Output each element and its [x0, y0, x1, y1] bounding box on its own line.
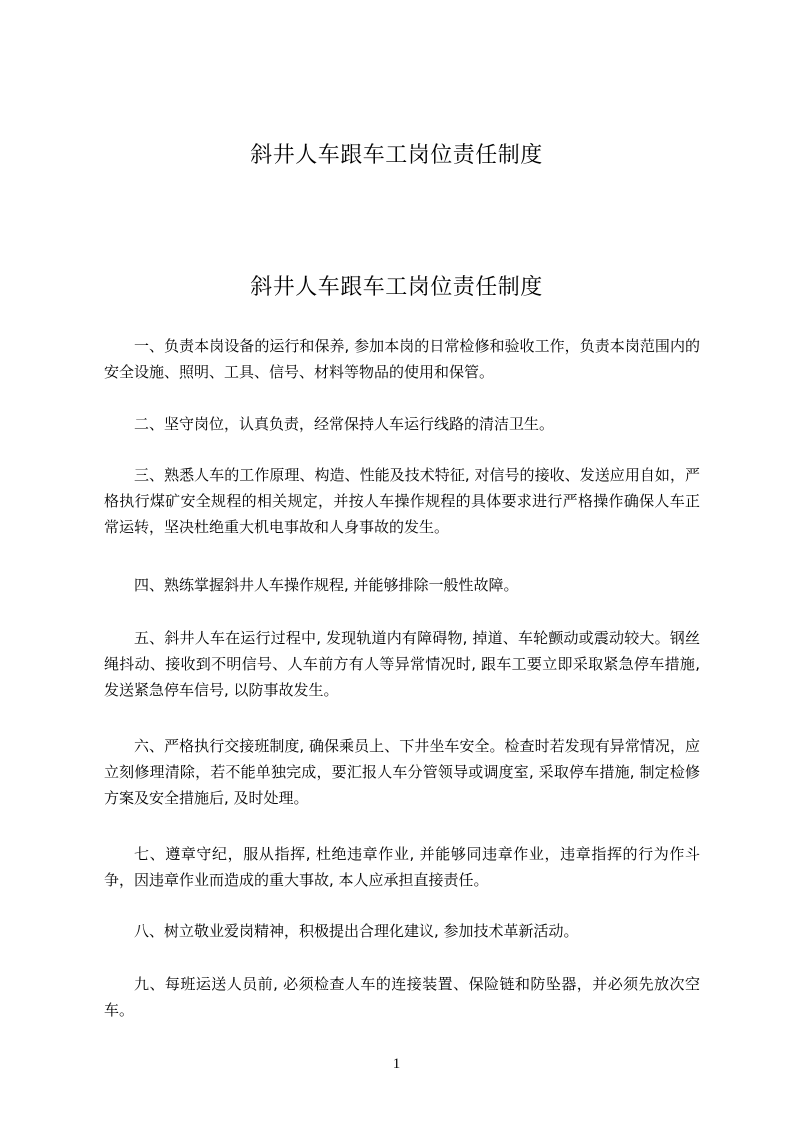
paragraph-1: 一、负责本岗设备的运行和保养, 参加本岗的日常检修和验收工作，负责本岗范围内的安全设施、照明、工具、信号、材料等物品的使用和保管。	[104, 337, 700, 381]
paragraph-4: 四、熟练掌握斜井人车操作规程, 并能够排除一般性故障。	[134, 576, 519, 594]
document-title: 斜井人车跟车工岗位责任制度	[250, 275, 543, 300]
paragraph-8: 八、树立敬业爱岗精神，积极提出合理化建议, 参加技术革新活动。	[134, 922, 579, 940]
paragraph-2: 二、坚守岗位，认真负责，经常保持人车运行线路的清洁卫生。	[134, 415, 555, 433]
paragraph-5: 五、斜井人车在运行过程中, 发现轨道内有障碍物, 掉道、车轮颤动或震动较大。钢丝绳抖动、接收到不明信号、人车前方有人等异常情况时, 跟车工要立即采取紧急停车措施, 发送紧急停车信号, 以防事故发生。	[104, 629, 700, 699]
page-number: 1	[392, 1056, 401, 1072]
paragraph-3: 三、熟悉人车的工作原理、构造、性能及技术特征, 对信号的接收、发送应用自如，严格执行煤矿安全规程的相关规定，并按人车操作规程的具体要求进行严格操作确保人车正常运转，坚决杜绝重大机电事故和人身事故的发生。	[104, 466, 700, 536]
paragraph-7: 七、遵章守纪，服从指挥, 杜绝违章作业, 并能够同违章作业，违章指挥的行为作斗争，因违章作业而造成的重大事故, 本人应承担直接责任。	[104, 845, 700, 889]
paragraph-6: 六、严格执行交接班制度, 确保乘员上、下井坐车安全。检查时若发现有异常情况，应立刻修理清除，若不能单独完成，要汇报人车分管领导或调度室, 采取停车措施, 制定检修方案及安全措施后, 及时处理。	[104, 737, 700, 807]
document-header-title: 斜井人车跟车工岗位责任制度	[250, 143, 543, 168]
paragraph-9: 九、每班运送人员前, 必须检查人车的连接装置、保险链和防坠器，并必须先放次空车。	[104, 975, 700, 1019]
